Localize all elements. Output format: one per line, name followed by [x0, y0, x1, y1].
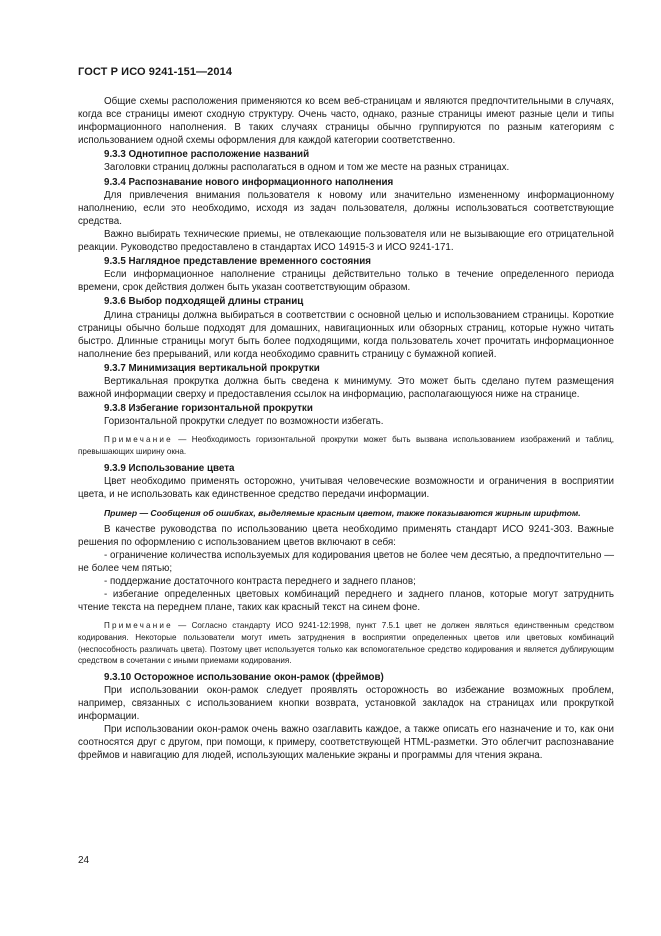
note-text: — Согласно стандарту ИСО 9241-12:1998, пункт 7.5.1 цвет не должен являться единственным средством кодирования. Некоторые пользователи могут иметь затруднения в восприятии определенных цветов или цветовых комбинаций (неспособность различать цвета). Поэтому цвет используется только как вспомогательное средство кодирования и является дублирующим средством в сочетании с иными приемами кодирования. — [78, 621, 614, 666]
section-heading-9-3-3: 9.3.3 Однотипное расположение названий — [104, 149, 310, 161]
paragraph: При использовании окон-рамок следует проявлять осторожность во избежание возможных проблем, например, связанных с использованием кнопки возврата, установкой закладок на страницах или прокруткой информации. — [78, 684, 614, 723]
note — [78, 434, 614, 457]
paragraph: В качестве руководства по использованию цвета необходимо применять стандарт ИСО 9241-303. Важные решения по оформлению с использованием цветов включают в себя: — [78, 523, 614, 548]
section-heading-9-3-7: 9.3.7 Минимизация вертикальной прокрутки — [104, 362, 320, 374]
section-heading-9-3-10: 9.3.10 Осторожное использование окон-рамок (фреймов) — [104, 671, 384, 683]
section-heading-9-3-4: 9.3.4 Распознавание нового информационного наполнения — [104, 176, 394, 188]
section-heading-9-3-8: 9.3.8 Избегание горизонтальной прокрутки — [104, 403, 313, 415]
section-heading-9-3-5: 9.3.5 Наглядное представление временного состояния — [104, 256, 371, 268]
paragraph: Горизонтальной прокрутки следует по возможности избегать. — [104, 416, 384, 428]
paragraph: При использовании окон-рамок очень важно озаглавить каждое, а также описать его назначение и то, как они соотносятся друг с другом, при помощи, к примеру, соответствующей HTML-разметки. Это облегчит распознавание фреймов и навигацию для людей, использующих маленькие экраны и программы для чтения экрана. — [78, 724, 614, 762]
document-header: ГОСТ Р ИСО 9241-151—2014 — [78, 66, 233, 78]
page-number: 24 — [78, 855, 90, 866]
paragraph: Цвет необходимо применять осторожно, учитывая человеческие возможности и ограничения в восприятии цвета, и не использовать как единственное средство передачи информации. — [78, 475, 614, 500]
section-heading-9-3-9: 9.3.9 Использование цвета — [104, 462, 235, 474]
note-label: Примечание — [104, 435, 173, 445]
list-item: - ограничение количества используемых для кодирования цветов не более чем десятью, а предпочтительно — не более чем пятью; — [78, 550, 614, 575]
paragraph: Важно выбирать технические приемы, не отвлекающие пользователя или не вызывающие его отрицательной реакции. Руководство предоставлено в стандартах ИСО 14915-3 и ИСО 9241-171. — [78, 228, 614, 254]
list-item: - избегание определенных цветовых комбинаций переднего и заднего планов, которые могут затруднить чтение текста на переднем плане, таких как красный текст на синем фоне. — [78, 589, 614, 614]
paragraph: Если информационное наполнение страницы действительно только в течение определенного периода времени, срок действия должен быть указан соответствующим образом. — [78, 269, 614, 294]
section-heading-9-3-6: 9.3.6 Выбор подходящей длины страниц — [104, 296, 304, 308]
paragraph: Заголовки страниц должны располагаться в одном и том же месте на разных страницах. — [104, 162, 510, 174]
note-text: — Необходимость горизонтальной прокрутки может быть вызвана использованием изображений и таблиц, превышающих ширину окна. — [78, 435, 614, 456]
paragraph: Общие схемы расположения применяются ко всем веб-страницам и являются предпочтительными в случаях, когда все страницы имеют сходную структуру. Очень часто, однако, разные страницы имеют разные цели и типы информационного наполнения. В таких случаях страницы обычно группируются по разным категориям с использованием одной схемы оформления для каждой категории соответственно. — [78, 96, 614, 147]
note-label: Примечание — [104, 621, 173, 631]
page-content — [78, 95, 614, 763]
note — [78, 620, 614, 666]
paragraph: Вертикальная прокрутка должна быть сведена к минимуму. Это может быть сделано путем размещения важной информации сверху и предоставления ссылок на информацию, располагающуюся ниже на странице. — [78, 375, 614, 401]
list-item: - поддержание достаточного контраста переднего и заднего планов; — [104, 576, 416, 588]
paragraph: Длина страницы должна выбираться в соответствии с основной целью и использованием страницы. Короткие страницы обычно больше подходят для домашних, навигационных или обзорных страниц, которые нужно читать быстро. Длинные страницы могут быть более подходящими, когда пользователь хочет прочитать информационное наполнение без прерываний, или когда необходимо сравнить страницу с бумажной копией. — [78, 309, 614, 360]
example: Пример — Сообщения об ошибках, выделяемые красным цветом, также показываются жирным шрифтом. — [104, 507, 581, 518]
paragraph: Для привлечения внимания пользователя к новому или значительно измененному информационному наполнению, если это необходимо, исходя из задач пользователя, должны использоваться соответствующие средства. — [78, 189, 614, 227]
